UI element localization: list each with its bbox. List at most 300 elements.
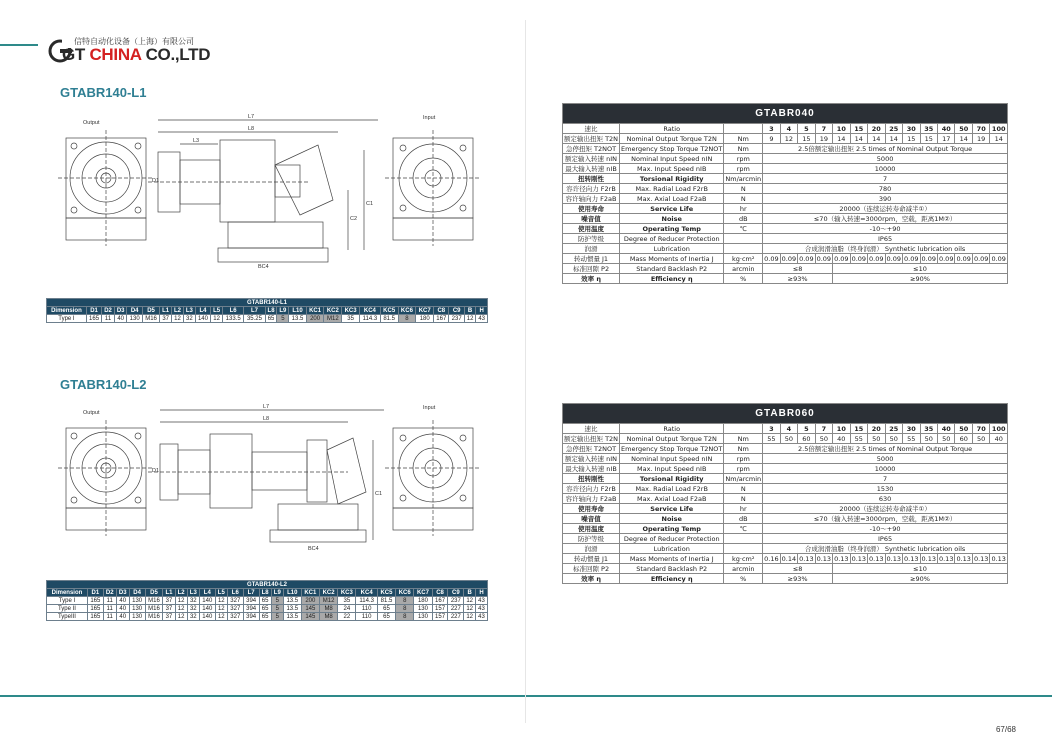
l2-dim-cell: 5	[271, 597, 283, 605]
gtabr060-value: 55	[850, 434, 867, 444]
l1-dim-header-cell: L10	[289, 307, 306, 315]
gtabr060-value: ≤8	[763, 564, 833, 574]
l2-dim-cell: 32	[187, 605, 199, 613]
l2-dim-cell: M8	[319, 613, 337, 621]
l2-dim-cell: 394	[243, 597, 259, 605]
gtabr040-label-cn: 使用温度	[563, 224, 620, 234]
l2-dim-cell: 65	[377, 613, 395, 621]
gtabr060-label-cn: 容许径向力 F2rB	[563, 484, 620, 494]
gtabr060-ratio-value: 10	[833, 424, 850, 434]
svg-text:L7: L7	[248, 114, 255, 120]
l2-dim-header-cell: KC6	[396, 589, 414, 597]
gtabr040-value: 9	[763, 134, 780, 144]
l1-dim-header-cell: KC6	[398, 307, 416, 315]
gtabr040-value: 12	[780, 134, 797, 144]
gtabr040-ratio-value: 7	[815, 124, 832, 134]
gtabr040-spec-table	[562, 103, 1008, 284]
gtabr040-value: 19	[815, 134, 832, 144]
l2-dim-cell: 22	[338, 613, 356, 621]
l2-dim-cell: 12	[215, 597, 227, 605]
gtabr040-value: 0.09	[781, 254, 797, 263]
gtabr060-row-mi	[563, 554, 1008, 564]
gtabr060-value: -10～+90	[763, 524, 1008, 534]
l1-dim-header-cell: KC4	[359, 307, 380, 315]
l2-dim-cell: 394	[243, 613, 259, 621]
l1-dim-cell: 40	[114, 315, 127, 323]
gtabr060-row-rl	[563, 484, 1008, 494]
gtabr060-unit: Nm	[724, 434, 763, 444]
gtabr060-spec-table	[562, 403, 1008, 584]
l2-dim-cell: 12	[464, 605, 476, 613]
gtabr060-value: 0.14	[781, 554, 797, 563]
gtabr040-value: 合成润滑油脂（终身润滑） Synthetic lubrication oils	[763, 244, 1008, 254]
gtabr040-label-en: Mass Moments of Inertia J	[620, 254, 724, 264]
l1-dim-cell: 130	[127, 315, 142, 323]
l2-section-title: GTABR140-L2	[60, 377, 147, 392]
gtabr060-value: 0.13	[799, 554, 814, 563]
gtabr040-ratio-value: 15	[850, 124, 867, 134]
l1-dim-header-cell: L5	[211, 307, 223, 315]
gtabr040-unit: arcmin	[724, 264, 763, 274]
gtabr060-value: 5000	[763, 454, 1008, 464]
gtabr060-unit: %	[724, 574, 763, 584]
l2-dim-cell: 12	[175, 597, 187, 605]
gtabr040-label-cn: 噪音值	[563, 214, 620, 224]
gtabr060-row-ratio	[563, 424, 1008, 434]
l1-dim-header-cell: H	[476, 307, 488, 315]
l1-dim-cell: 81.5	[380, 315, 398, 323]
gtabr060-unit: N	[724, 484, 763, 494]
gtabr060-label-en: Max. Input Speed nIB	[620, 464, 724, 474]
l1-dim-cell: 167	[434, 315, 449, 323]
l2-dim-cell: 35	[338, 597, 356, 605]
gtabr060-unit: Nm	[724, 444, 763, 454]
gtabr040-value: 20000（连续运转寿命减半①）	[763, 204, 1008, 214]
l2-dim-cell: 8	[396, 613, 414, 621]
gtabr060-value: IP65	[763, 534, 1008, 544]
gtabr060-value: ≤70（输入转速=3000rpm，空载，距离1M②）	[763, 514, 1008, 524]
l2-dim-cell: 237	[448, 597, 464, 605]
l2-dim-cell: 327	[227, 597, 243, 605]
l1-dim-cell: Type I	[47, 315, 87, 323]
gtabr040-value: ≤10	[833, 264, 1008, 274]
l1-dim-header-cell: KC7	[416, 307, 434, 315]
l2-dim-cell: 65	[259, 613, 271, 621]
gtabr040-value: 15	[903, 134, 920, 144]
gtabr060-ratio-value: 40	[937, 424, 954, 434]
gtabr040-value: 0.09	[991, 254, 1006, 263]
gtabr060-unit: dB	[724, 514, 763, 524]
l2-dim-cell: 140	[199, 605, 215, 613]
gtabr060-value: 0.13	[904, 554, 919, 563]
gtabr040-value: 15	[798, 134, 815, 144]
gtabr040-unit: rpm	[724, 154, 763, 164]
l1-section-title: GTABR140-L1	[60, 85, 147, 100]
gtabr040-value: 780	[763, 184, 1008, 194]
gtabr040-row-nt	[563, 134, 1008, 144]
l1-dim-header-cell: D3	[114, 307, 127, 315]
gtabr060-unit: hr	[724, 504, 763, 514]
l2-dim-cell: Type I	[47, 597, 88, 605]
gtabr040-value: 14	[850, 134, 867, 144]
gtabr040-ratio-value: 30	[903, 124, 920, 134]
gtabr040-row-ms	[563, 164, 1008, 174]
gtabr040-label-cn: 标准回隙 P2	[563, 264, 620, 274]
l2-dim-cell: 130	[129, 597, 145, 605]
gtabr040-row-rl	[563, 184, 1008, 194]
svg-text:Input: Input	[423, 115, 436, 121]
l2-dim-cell: 43	[476, 613, 488, 621]
gtabr060-value: 0.13	[973, 554, 989, 563]
gtabr060-label-en: Efficiency η	[620, 574, 724, 584]
gtabr060-value: ≤10	[833, 564, 1008, 574]
l1-dim-cell: 5	[277, 315, 289, 323]
l1-dim-cell: 237	[449, 315, 464, 323]
gtabr040-title: GTABR040	[563, 104, 1008, 124]
gtabr040-label-en: Torsional Rigidity	[620, 174, 724, 184]
l2-dim-cell: 8	[396, 605, 414, 613]
gtabr060-value: 2.5倍额定输出扭矩 2.5 times of Nominal Output Torque	[763, 444, 1008, 454]
gtabr060-label-en: Max. Axial Load F2aB	[620, 494, 724, 504]
l2-dim-cell: 200	[301, 597, 319, 605]
gtabr060-title-row	[563, 404, 1008, 424]
gtabr040-ratio-value: 3	[763, 124, 780, 134]
l1-dim-cell: 12	[211, 315, 223, 323]
gtabr040-label-cn: 额定输入转速 nIN	[563, 154, 620, 164]
gtabr040-label-en: Max. Radial Load F2rB	[620, 184, 724, 194]
gtabr040-title-row	[563, 104, 1008, 124]
l1-dim-cell: 114.3	[359, 315, 380, 323]
gtabr060-value: 0.13	[886, 554, 902, 563]
gtabr060-value: 50	[972, 434, 989, 444]
l1-dim-cell: 8	[398, 315, 416, 323]
gtabr040-unit	[724, 244, 763, 254]
gtabr060-ratio-value: 70	[972, 424, 989, 434]
l2-dim-cell: 37	[163, 597, 175, 605]
l2-dim-header-cell: L5	[215, 589, 227, 597]
gtabr040-row-pr	[563, 234, 1008, 244]
gtabr040-row-ot	[563, 224, 1008, 234]
gtabr060-row-al	[563, 494, 1008, 504]
l2-dim-cell: 65	[259, 605, 271, 613]
gtabr060-row-ms	[563, 464, 1008, 474]
gtabr040-label-cn: 容许轴向力 F2aB	[563, 194, 620, 204]
gtabr060-value: 0.13	[834, 554, 849, 563]
gtabr040-unit: ℃	[724, 224, 763, 234]
gtabr060-label-cn: 转动惯量 J1	[563, 554, 620, 564]
gtabr040-label-en: Noise	[620, 214, 724, 224]
l2-dim-cell: M16	[145, 605, 163, 613]
gtabr040-value: 2.5倍额定输出扭矩 2.5 times of Nominal Output Torque	[763, 144, 1008, 154]
gtabr060-row-tr	[563, 474, 1008, 484]
company-name-en: GT CHINA CO.,LTD	[62, 45, 211, 64]
gtabr060-row-ns	[563, 454, 1008, 464]
l2-dim-cell: 13.5	[283, 597, 301, 605]
l2-dim-cell: 11	[103, 605, 116, 613]
gtabr040-label-cn: 润滑	[563, 244, 620, 254]
l2-dim-header-cell: L2	[175, 589, 187, 597]
gtabr060-ratio-value: 15	[850, 424, 867, 434]
gtabr060-label-cn: 容许轴向力 F2aB	[563, 494, 620, 504]
gtabr060-label-cn: 噪音值	[563, 514, 620, 524]
l2-dim-header-cell: KC7	[414, 589, 432, 597]
l2-dim-cell: 12	[464, 597, 476, 605]
gtabr060-unit	[724, 424, 763, 434]
gtabr040-value: ≤8	[763, 264, 833, 274]
gtabr040-row-es	[563, 144, 1008, 154]
gtabr060-label-cn: 额定输入转速 nIN	[563, 454, 620, 464]
l2-dim-cell: 5	[271, 605, 283, 613]
gtabr060-value: 0.13	[816, 554, 832, 563]
gtabr060-unit	[724, 544, 763, 554]
l1-dim-header-cell: D5	[142, 307, 159, 315]
gtabr060-value: 0.13	[921, 554, 936, 563]
gtabr060-label-en: Service Life	[620, 504, 724, 514]
gtabr040-unit: %	[724, 274, 763, 284]
gtabr040-row-bl	[563, 264, 1008, 274]
l2-dim-cell: 165	[87, 597, 103, 605]
l2-dim-header-cell: KC5	[377, 589, 395, 597]
gtabr060-ratio-value: 7	[815, 424, 832, 434]
l1-dimension-table	[46, 298, 488, 323]
l2-dim-cell: 12	[464, 613, 476, 621]
gtabr040-unit: Nm	[724, 134, 763, 144]
gtabr060-value: 40	[833, 434, 850, 444]
l2-dim-cell: 114.3	[356, 597, 377, 605]
gtabr040-unit: Nm	[724, 144, 763, 154]
gtabr040-row-mi	[563, 254, 1008, 264]
gtabr040-label-en: Max. Axial Load F2aB	[620, 194, 724, 204]
gtabr040-value: 0.09	[886, 254, 902, 263]
l2-dim-cell: 43	[476, 597, 488, 605]
gtabr060-value: 50	[920, 434, 937, 444]
l2-dim-cell: 12	[175, 613, 187, 621]
l2-dim-cell: 165	[87, 613, 103, 621]
l1-dim-cell: 165	[86, 315, 101, 323]
l2-dim-cell: 394	[243, 605, 259, 613]
gtabr060-unit: rpm	[724, 454, 763, 464]
gtabr040-value: 0.09	[938, 254, 954, 263]
l2-dim-cell: 37	[163, 613, 175, 621]
l2-dim-cell: 37	[163, 605, 175, 613]
gtabr040-label-cn: 使用寿命	[563, 204, 620, 214]
gtabr040-row-ratio	[563, 124, 1008, 134]
l2-dim-header-cell: L4	[199, 589, 215, 597]
gtabr060-value: 630	[763, 494, 1008, 504]
l2-dim-cell: 40	[116, 597, 129, 605]
gtabr060-value: 7	[763, 474, 1008, 484]
gtabr040-label-en: Degree of Reducer Protection	[620, 234, 724, 244]
gtabr040-unit: hr	[724, 204, 763, 214]
gtabr060-label-cn: 防护等级	[563, 534, 620, 544]
gtabr060-unit: Nm/arcmin	[725, 474, 762, 483]
l1-dim-header-cell: D1	[86, 307, 101, 315]
gtabr060-label-cn: 额定输出扭矩 T2N	[564, 435, 619, 443]
l2-dim-header-cell: KC2	[319, 589, 337, 597]
l2-dim-header-cell: H	[476, 589, 488, 597]
l1-dim-header-cell: L9	[277, 307, 289, 315]
l2-dim-cell: 43	[476, 605, 488, 613]
gtabr040-unit: N	[724, 194, 763, 204]
l2-dim-header-cell: L6	[227, 589, 243, 597]
l1-dim-header-cell: D2	[102, 307, 115, 315]
gtabr060-ratio-value: 50	[955, 424, 972, 434]
gtabr040-value: ≤70（输入转速=3000rpm，空载，距离1M②）	[763, 214, 1008, 224]
gtabr040-value: 5000	[763, 154, 1008, 164]
gtabr040-value: 17	[937, 134, 954, 144]
gtabr040-label-cn: 效率 η	[563, 274, 620, 284]
gtabr040-value: 0.09	[869, 254, 884, 263]
l1-dim-cell: 180	[416, 315, 434, 323]
l2-dim-cell: 24	[338, 605, 356, 613]
gtabr040-ratio-value: 40	[937, 124, 954, 134]
gtabr060-row-nt	[563, 434, 1008, 444]
gtabr040-value: 390	[763, 194, 1008, 204]
gtabr060-label-en: Emergency Stop Torque T2NOT	[621, 444, 723, 453]
gtabr040-row-ns	[563, 154, 1008, 164]
gtabr040-unit: kg·cm²	[724, 254, 763, 264]
gtabr040-label-en: Operating Temp	[620, 224, 724, 234]
gtabr060-label-cn: 效率 η	[563, 574, 620, 584]
l1-dim-cell: M16	[142, 315, 159, 323]
l1-dim-cell: 140	[195, 315, 210, 323]
l2-technical-drawing	[48, 400, 498, 580]
gtabr060-label-en: Standard Backlash P2	[620, 564, 724, 574]
l1-dim-header-cell: C8	[434, 307, 449, 315]
gtabr060-value: 50	[937, 434, 954, 444]
l2-table-caption: GTABR140-L2	[47, 581, 488, 589]
gtabr060-value: 40	[990, 434, 1008, 444]
gtabr060-label-cn: 急停扭矩 T2NOT	[563, 444, 620, 454]
gtabr040-label-cn: 急停扭矩 T2NOT	[563, 144, 620, 154]
svg-text:L3: L3	[193, 138, 200, 144]
gtabr040-label-cn: 最大输入转速 nIB	[563, 164, 620, 174]
l2-dim-header-cell: L3	[187, 589, 199, 597]
gtabr040-value: 0.09	[921, 254, 936, 263]
gtabr040-value: 0.09	[834, 254, 849, 263]
l1-dim-header-cell: D4	[127, 307, 142, 315]
l2-dim-cell: 165	[87, 605, 103, 613]
l1-dim-header-cell: KC2	[324, 307, 342, 315]
l1-dim-header-cell: L6	[223, 307, 244, 315]
gtabr040-value: 14	[885, 134, 902, 144]
gtabr060-ratio-value: 35	[920, 424, 937, 434]
l1-dim-row	[47, 315, 488, 323]
gtabr040-value: 0.09	[904, 254, 919, 263]
l1-dim-header-cell: B	[464, 307, 475, 315]
l1-dim-header-cell: KC3	[342, 307, 360, 315]
gtabr060-value: 10000	[763, 464, 1008, 474]
svg-text:BC4: BC4	[308, 546, 319, 552]
l2-dim-row	[47, 605, 488, 613]
gtabr060-value: 50	[780, 434, 797, 444]
svg-text:Output: Output	[83, 120, 100, 126]
l2-dim-cell: 130	[414, 613, 432, 621]
gtabr040-value: 7	[763, 174, 1008, 184]
gtabr040-label-en: Service Life	[620, 204, 724, 214]
l2-dim-cell: 167	[432, 597, 448, 605]
gtabr040-row-al	[563, 194, 1008, 204]
l2-dim-header-cell: L8	[259, 589, 271, 597]
gtabr060-value: 60	[955, 434, 972, 444]
l2-dim-header-cell: C9	[448, 589, 464, 597]
gtabr040-value: -10～+90	[763, 224, 1008, 234]
l2-dim-header-cell: D2	[103, 589, 116, 597]
l1-dim-cell: 133.5	[223, 315, 244, 323]
l2-dim-cell: 227	[448, 613, 464, 621]
gtabr040-ratio-value: 100	[991, 124, 1006, 133]
svg-text:Output: Output	[83, 410, 100, 416]
l1-dim-header-cell: L7	[244, 307, 265, 315]
gtabr060-label-en: Nominal Input Speed nIN	[620, 454, 724, 464]
l2-dim-cell: M16	[145, 597, 163, 605]
l2-dim-cell: 13.5	[283, 613, 301, 621]
l2-dim-cell: 12	[175, 605, 187, 613]
l1-dim-cell: M12	[324, 315, 342, 323]
l1-dim-cell: 65	[265, 315, 277, 323]
gtabr060-value: 0.13	[851, 554, 867, 563]
l2-dim-cell: 130	[414, 605, 432, 613]
gtabr060-ratio-value: 5	[798, 424, 815, 434]
l2-dim-cell: 130	[129, 605, 145, 613]
gtabr060-row-ot	[563, 524, 1008, 534]
gtabr060-label-en: Ratio	[620, 424, 724, 434]
gtabr060-ratio-value: 25	[885, 424, 902, 434]
gtabr040-unit: dB	[724, 214, 763, 224]
gtabr060-value: 1530	[763, 484, 1008, 494]
gtabr040-label-en: Ratio	[620, 124, 724, 134]
gtabr060-row-sl	[563, 504, 1008, 514]
l1-dim-cell: 37	[160, 315, 172, 323]
l2-dim-cell: 145	[301, 605, 319, 613]
l2-dim-header-cell: C8	[432, 589, 448, 597]
gtabr060-label-cn: 扭转刚性	[563, 474, 620, 484]
gtabr060-value: 55	[903, 434, 920, 444]
l2-dim-header-cell: KC1	[301, 589, 319, 597]
gtabr040-ratio-value: 20	[868, 124, 885, 134]
gtabr060-row-lu	[563, 544, 1008, 554]
gtabr040-unit: rpm	[724, 164, 763, 174]
bottom-accent-line	[0, 695, 1052, 697]
svg-text:BC4: BC4	[258, 264, 269, 270]
gtabr040-value: ≥90%	[833, 274, 1008, 284]
gtabr040-value: 0.09	[973, 254, 989, 263]
gtabr060-label-en: Operating Temp	[620, 524, 724, 534]
gtabr060-label-cn: 最大输入转速 nIB	[563, 464, 620, 474]
l2-dim-cell: 180	[414, 597, 432, 605]
gtabr040-label-en: Nominal Output Torque T2N	[620, 134, 724, 144]
gtabr060-label-en: Lubrication	[620, 544, 724, 554]
gtabr060-label-cn: 标准回隙 P2	[563, 564, 620, 574]
gtabr060-value: ≥90%	[833, 574, 1008, 584]
gtabr040-label-en: Emergency Stop Torque T2NOT	[621, 144, 723, 153]
gtabr040-row-tr	[563, 174, 1008, 184]
gtabr060-row-pr	[563, 534, 1008, 544]
gtabr060-ratio-value: 100	[991, 424, 1006, 433]
gtabr060-value: 0.16	[764, 554, 779, 563]
gtabr060-value: ≥93%	[763, 574, 833, 584]
l2-dim-cell: 11	[103, 613, 116, 621]
gtabr060-row-no	[563, 514, 1008, 524]
gtabr040-ratio-value: 25	[885, 124, 902, 134]
gtabr040-value: IP65	[763, 234, 1008, 244]
l1-dim-header-cell: L1	[160, 307, 172, 315]
l1-dim-header-cell: Dimension	[47, 307, 87, 315]
svg-text:C2: C2	[350, 216, 358, 222]
svg-text:C1: C1	[366, 201, 374, 207]
gtabr040-value: 15	[920, 134, 937, 144]
gtabr040-label-cn: 转动惯量 J1	[563, 254, 620, 264]
